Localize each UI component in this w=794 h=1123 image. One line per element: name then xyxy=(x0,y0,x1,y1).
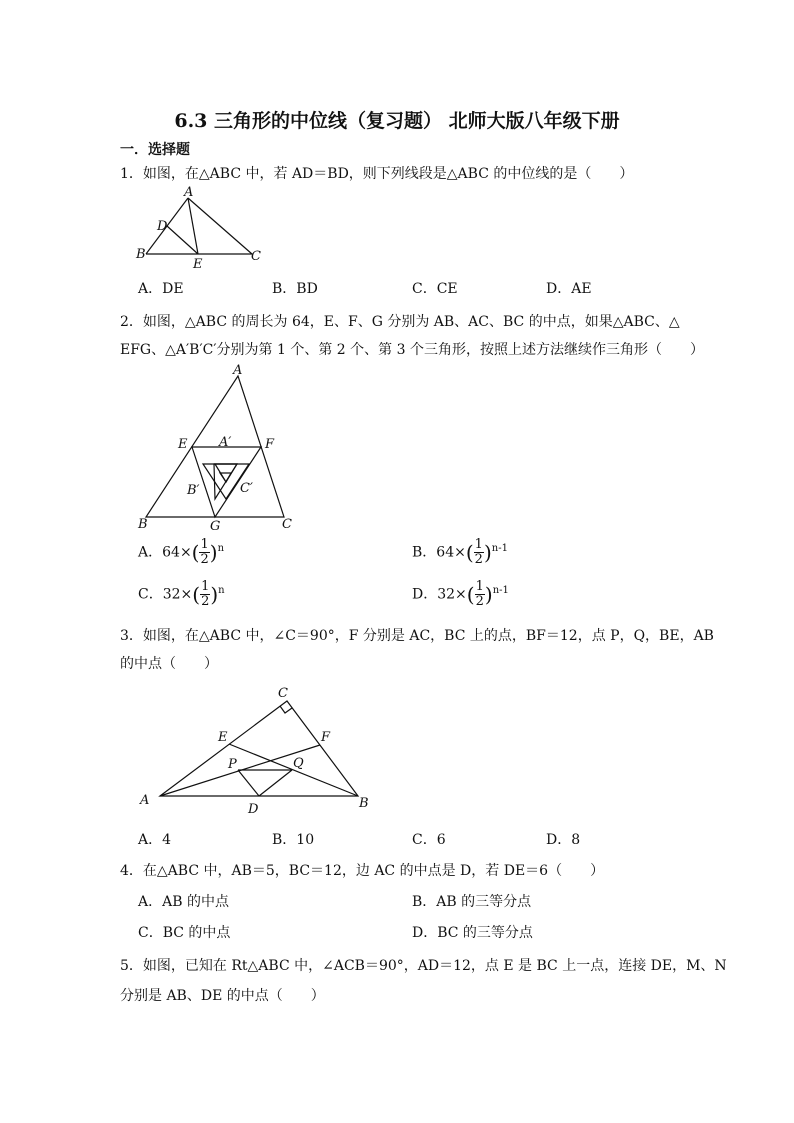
q3-option-d[interactable]: D．8 xyxy=(546,832,581,848)
question-2-line-2: EFG、△A′B′C′分别为第 1 个、第 2 个、第 3 个三角形，按照上述方法继续作三角形（ ） xyxy=(120,342,704,358)
q2-option-d[interactable]: D．32×( $\frac{1}{2}$ )$^{n-1}$ xyxy=(412,579,509,609)
q2-label-c: C xyxy=(282,517,292,532)
q2-label-c-prime: C′ xyxy=(240,481,253,496)
q1-label-d: D xyxy=(157,219,168,234)
q3-option-c[interactable]: C．6 xyxy=(412,832,446,848)
q1-option-d[interactable]: D．AE xyxy=(546,281,592,297)
q2-label-e: E xyxy=(178,437,188,452)
q3-label-q: Q xyxy=(293,756,304,771)
q1-label-b: B xyxy=(136,247,146,262)
q3-option-b[interactable]: B．10 xyxy=(272,832,315,848)
q3-label-p: P xyxy=(228,757,237,772)
q1-label-c: C xyxy=(251,249,261,264)
q3-label-d: D xyxy=(248,802,259,817)
q1-label-e: E xyxy=(193,257,203,272)
q4-option-b[interactable]: B．AB 的三等分点 xyxy=(412,894,532,910)
q4-option-a[interactable]: A．AB 的中点 xyxy=(138,894,229,910)
q4-option-d[interactable]: D．BC 的三等分点 xyxy=(412,925,533,941)
q2-label-b: B xyxy=(138,517,148,532)
q2-label-a: A xyxy=(233,363,243,378)
page-title: 6.3 三角形的中位线（复习题） 北师大版八年级下册 xyxy=(174,110,620,132)
q2-label-f: F xyxy=(265,437,275,452)
question-3-figure xyxy=(130,680,380,820)
q2-option-b[interactable]: B．64×( $\frac{1}{2}$ )$^{n-1}$ xyxy=(412,537,508,567)
question-1-text: 1．如图，在△ABC 中，若 AD＝BD，则下列线段是△ABC 的中位线的是（ ） xyxy=(120,166,634,182)
q2-option-c[interactable]: C．32×( $\frac{1}{2}$ )$^n$ xyxy=(138,579,225,609)
q2-label-a-prime: A′ xyxy=(219,435,232,450)
q1-option-a[interactable]: A．DE xyxy=(138,281,184,297)
q3-label-e: E xyxy=(218,730,228,745)
q4-option-c[interactable]: C．BC 的中点 xyxy=(138,925,231,941)
q3-option-a[interactable]: A．4 xyxy=(138,832,172,848)
q3-label-f: F xyxy=(321,730,331,745)
q1-label-a: A xyxy=(184,185,194,200)
q3-label-b: B xyxy=(359,796,369,811)
question-5-line-2: 分别是 AB、DE 的中点（ ） xyxy=(120,988,325,1004)
q3-label-a: A xyxy=(140,793,150,808)
q2-label-b-prime: B′ xyxy=(187,483,200,498)
question-5-line-1: 5．如图，已知在 Rt△ABC 中，∠ACB＝90°，AD＝12，点 E 是 BC 上一点，连接 DE，M、N xyxy=(120,958,727,974)
question-3-line-2: 的中点（ ） xyxy=(120,656,218,672)
section-heading: 一．选择题 xyxy=(120,142,190,158)
q1-option-b[interactable]: B．BD xyxy=(272,281,318,297)
q2-label-g: G xyxy=(210,519,221,534)
question-1-figure xyxy=(130,185,270,272)
question-2-line-1: 2．如图，△ABC 的周长为 64，E、F、G 分别为 AB、AC、BC 的中点，如果△ABC、△ xyxy=(120,314,680,330)
question-2-figure xyxy=(130,360,300,535)
q2-option-a[interactable]: A．64×( $\frac{1}{2}$ )$^n$ xyxy=(138,537,225,567)
q1-option-c[interactable]: C．CE xyxy=(412,281,458,297)
question-3-line-1: 3．如图，在△ABC 中，∠C＝90°，F 分别是 AC，BC 上的点，BF＝12，点 P，Q，BE，AB xyxy=(120,628,714,644)
question-4-text: 4．在△ABC 中，AB＝5，BC＝12，边 AC 的中点是 D，若 DE＝6（ ） xyxy=(120,863,605,879)
q3-label-c: C xyxy=(278,686,288,701)
